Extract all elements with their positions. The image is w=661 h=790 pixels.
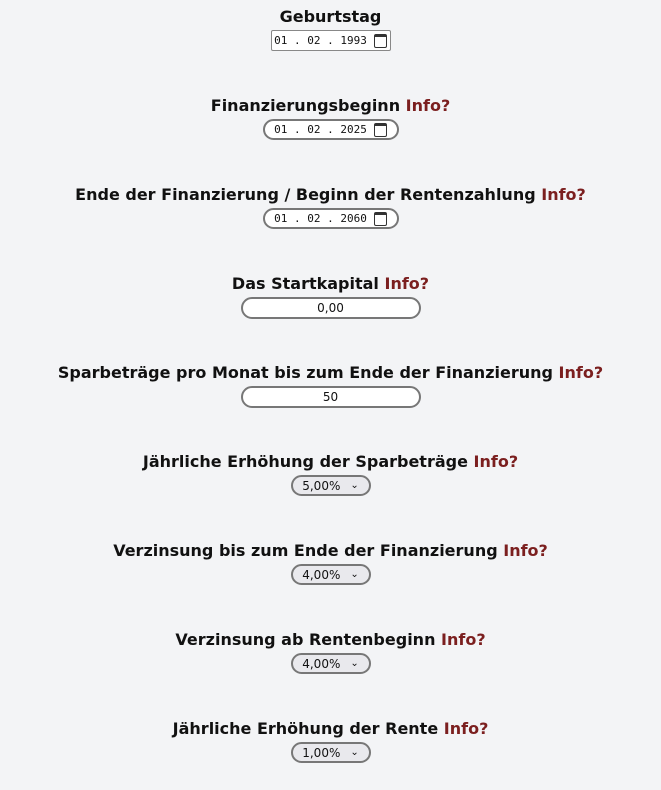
label-text: Geburtstag bbox=[279, 7, 382, 26]
financing-end-date-input[interactable] bbox=[263, 208, 399, 229]
date-value: 01 . 02 . 2025 bbox=[274, 123, 367, 136]
start-capital-input[interactable]: 0,00 bbox=[241, 297, 421, 319]
field-financing-end bbox=[0, 185, 661, 229]
field-birthday bbox=[0, 7, 661, 51]
select-value: 5,00% bbox=[302, 478, 341, 493]
info-link[interactable]: Info? bbox=[441, 630, 486, 649]
field-label bbox=[0, 96, 661, 116]
date-value: 01 . 02 . 1993 bbox=[274, 34, 367, 47]
field-label bbox=[0, 541, 661, 561]
field-label bbox=[0, 452, 661, 472]
field-label bbox=[0, 185, 661, 205]
calendar-icon[interactable] bbox=[374, 34, 387, 48]
select-value: 4,00% bbox=[302, 567, 341, 582]
birthday-date-input[interactable] bbox=[271, 30, 391, 51]
info-link[interactable]: Info? bbox=[541, 185, 586, 204]
chevron-down-icon: ⌄ bbox=[350, 658, 359, 669]
savings-increase-select[interactable] bbox=[291, 475, 371, 496]
chevron-down-icon: ⌄ bbox=[350, 747, 359, 758]
label-text: Verzinsung bis zum Ende der Finanzierung bbox=[113, 541, 498, 560]
field-label bbox=[0, 363, 661, 383]
label-text: Sparbeträge pro Monat bis zum Ende der Finanzierung bbox=[57, 363, 553, 382]
info-link[interactable]: Info? bbox=[503, 541, 548, 560]
info-link[interactable]: Info? bbox=[384, 274, 430, 293]
label-text: Das Startkapital bbox=[231, 274, 379, 293]
label-text: Jährliche Erhöhung der Rente bbox=[172, 719, 439, 738]
chevron-down-icon: ⌄ bbox=[350, 569, 359, 580]
label-text: Jährliche Erhöhung der Sparbeträge bbox=[142, 452, 468, 471]
select-value: 1,00% bbox=[302, 745, 341, 760]
label-text: Finanzierungsbeginn bbox=[210, 96, 401, 115]
date-value: 01 . 02 . 2060 bbox=[274, 212, 367, 225]
field-interest-until-end bbox=[0, 541, 661, 585]
interest-until-end-select[interactable] bbox=[291, 564, 371, 585]
field-label bbox=[0, 274, 661, 294]
field-label bbox=[0, 7, 661, 27]
field-pension-increase bbox=[0, 719, 661, 763]
select-value: 4,00% bbox=[302, 656, 341, 671]
field-interest-after-pension bbox=[0, 630, 661, 674]
label-text: Ende der Finanzierung / Beginn der Rentenzahlung bbox=[75, 185, 536, 204]
interest-after-pension-select[interactable] bbox=[291, 653, 371, 674]
label-text: Verzinsung ab Rentenbeginn bbox=[175, 630, 436, 649]
field-financing-start bbox=[0, 96, 661, 140]
field-start-capital bbox=[0, 274, 661, 319]
info-link[interactable]: Info? bbox=[558, 363, 604, 382]
financing-start-date-input[interactable] bbox=[263, 119, 399, 140]
info-link[interactable]: Info? bbox=[405, 96, 451, 115]
info-link[interactable]: Info? bbox=[473, 452, 519, 471]
field-label bbox=[0, 719, 661, 739]
calendar-icon[interactable] bbox=[374, 212, 387, 226]
info-link[interactable]: Info? bbox=[443, 719, 489, 738]
calendar-icon[interactable] bbox=[374, 123, 387, 137]
field-label bbox=[0, 630, 661, 650]
monthly-savings-input[interactable]: 50 bbox=[241, 386, 421, 408]
field-monthly-savings bbox=[0, 363, 661, 408]
chevron-down-icon: ⌄ bbox=[350, 480, 359, 491]
field-savings-increase bbox=[0, 452, 661, 496]
pension-increase-select[interactable] bbox=[291, 742, 371, 763]
